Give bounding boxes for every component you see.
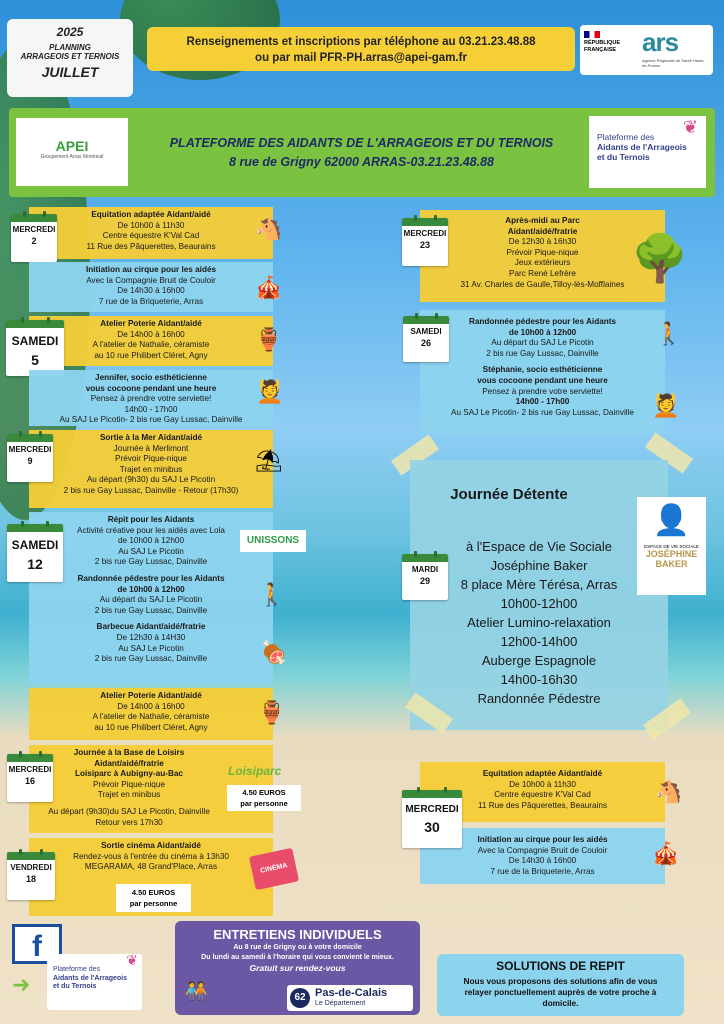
evs-label: ESPACE DE VIE SOCIALE (644, 544, 699, 549)
event-title: Sortie cinéma Aidant/aidé (101, 841, 201, 850)
event-title: Jennifer, socio esthéticienne (95, 373, 207, 382)
planning-title-box (7, 19, 133, 97)
event-line: Trajet en minibus (119, 464, 183, 474)
apei-logo-text: APEI (55, 138, 89, 154)
contact-mail[interactable]: ou par mail PFR-PH.arras@apei-gam.fr (255, 52, 467, 64)
entretiens-line: Du lundi au samedi à l'horaire qui vous convient le mieux. (201, 954, 394, 961)
pf-footer-l3: et du Ternois (53, 983, 97, 990)
event-title: Initiation au cirque pour les aidés (85, 265, 217, 274)
platform-logo (589, 116, 706, 188)
event-line: Journée à Merlimont (113, 443, 189, 453)
ars-logo: ars (642, 27, 679, 57)
horse-rider-icon: 🐴 (255, 216, 283, 241)
detente-line: Auberge Espagnole (481, 653, 597, 668)
event-title: Randonnée pédestre pour les Aidants (468, 317, 617, 326)
detente-line: 8 place Mère Térésa, Arras (460, 577, 618, 592)
detente-title: Journée Détente (450, 486, 568, 503)
event-title: Stéphanie, socio esthéticienne (482, 365, 603, 375)
event-title: Equitation adaptée Aidant/aidé (91, 210, 211, 219)
cal-day: MERCREDI (8, 445, 52, 454)
event-title: Aidant/aidé/fratrie (507, 226, 578, 236)
apei-logo (16, 118, 128, 186)
ars-subtitle: Agence Régionale de Santé Hauts-de-France (642, 58, 705, 68)
event-line: 2 bis rue Gay Lussac, Dainville - Retour (17h30) (63, 485, 239, 495)
event-line: 14h00 - 17h00 (124, 404, 178, 414)
calendar-samedi-26 (403, 316, 449, 362)
year: 2025 (56, 25, 84, 39)
event-line: De 12h30 à 16h30 (508, 237, 577, 247)
planning-line2: ARRAGEOIS ET TERNOIS (20, 52, 120, 61)
price: 4.50 EUROS (242, 788, 286, 797)
event-esthetique-5 (29, 370, 273, 426)
detente-line: Joséphine Baker (490, 558, 588, 573)
contact-phone: Renseignements et inscriptions par téléphone au 03.21.23.48.88 (186, 36, 536, 48)
pdc-name: Pas-de-Calais (315, 987, 388, 999)
pdc-sub: Le Département (315, 1000, 366, 1007)
republique-logo (584, 31, 632, 54)
massage-icon: 💆 (652, 393, 680, 418)
people-icon: 🧑‍🤝‍🧑 (185, 981, 208, 1001)
cal-day: MARDI (411, 565, 439, 574)
event-line: A l'atelier de Nathalie, céramiste (92, 712, 210, 722)
event-title: vous cocoone pendant une heure (477, 375, 608, 385)
event-title: Aidant/aidé/fratrie (94, 758, 164, 768)
event-line: au 10 rue Philibert Cléret, Agny (94, 350, 208, 360)
event-line: Centre équestre K'Val Cad (494, 790, 591, 800)
repit-title: SOLUTIONS DE REPIT (496, 959, 625, 973)
event-line: 2 bis rue Gay Lussac, Dainville (94, 605, 208, 615)
footer-platform-logo (47, 954, 142, 1010)
event-line: De 10h00 à 11h30 (117, 220, 185, 230)
arrow-icon: ➜ (12, 972, 31, 997)
event-title: Randonnée pédestre pour les Aidants (77, 573, 225, 583)
event-line: 11 Rue des Pâquerettes, Beaurains (477, 800, 608, 810)
event-line: Au SAJ Le Picotin (118, 643, 184, 653)
pottery-icon: 🏺 (255, 327, 283, 352)
event-samedi-26 (420, 310, 665, 434)
cal-num: 30 (424, 819, 440, 835)
event-line: 2 bis rue Gay Lussac, Dainville (94, 557, 208, 567)
event-line: Trajet en minibus (97, 790, 161, 800)
detente-line: 12h00-14h00 (500, 634, 578, 649)
calendar-mercredi-16 (7, 754, 53, 802)
event-line: 31 Av. Charles de Gaulle,Tilloy-lès-Mofflaines (460, 279, 625, 289)
cal-num: 18 (25, 874, 36, 884)
facebook-icon[interactable]: f (12, 924, 62, 964)
pf-logo-l3: et du Ternois (597, 152, 650, 162)
entretiens-line: Au 8 rue de Grigny ou à votre domicile (233, 944, 362, 951)
event-title: vous cocoone pendant une heure (85, 383, 217, 393)
event-line: 7 rue de la Briqueterie, Arras (98, 296, 204, 306)
price-box-18 (116, 884, 191, 912)
cal-num: 12 (27, 556, 43, 572)
month: JUILLET (41, 64, 99, 80)
event-title: Journée à la Base de Loisirs (73, 748, 185, 757)
cal-day: MERCREDI (405, 804, 459, 815)
entretiens-box (175, 921, 420, 1015)
cal-num: 29 (419, 576, 430, 586)
platform-address: 8 rue de Grigny 62000 ARRAS-03.21.23.48.88 (229, 155, 494, 169)
journee-detente-card (410, 460, 668, 730)
event-poterie-5 (29, 316, 273, 366)
event-line: Au départ du SAJ Le Picotin (99, 595, 203, 605)
event-repit-12 (29, 512, 273, 684)
price-unit: par personne (240, 799, 288, 808)
repit-text: Nous vous proposons des solutions afin de vous relayer ponctuellement auprès de votre proche à domicile. (463, 976, 658, 1008)
platform-title: PLATEFORME DES AIDANTS DE L'ARRAGEOIS ET DU TERNOIS (169, 136, 554, 150)
cal-day: MERCREDI (12, 225, 56, 234)
event-title: Atelier Poterie Aidant/aidé (100, 319, 202, 328)
pf-logo-l2: Aidants de l'Arrageois (597, 142, 687, 152)
contact-banner (147, 27, 575, 71)
massage-icon: 💆 (256, 379, 284, 404)
event-line: Au départ (9h30) du SAJ Le Picotin (86, 475, 216, 485)
calendar-mardi-29 (402, 554, 448, 600)
detente-line: 10h00-12h00 (500, 596, 578, 611)
event-line: Parc René Lefrère (509, 268, 576, 278)
event-title: Equitation adaptée Aidant/aidé (482, 769, 603, 778)
event-line: 14h00 - 17h00 (515, 397, 570, 407)
cal-num: 9 (27, 456, 33, 466)
horse-rider-icon: 🐴 (655, 779, 683, 804)
butterfly-icon: ❦ (682, 117, 698, 137)
loisiparc-logo: Loisiparc (228, 764, 282, 778)
cal-day: SAMEDI (410, 327, 442, 336)
event-line: de 10h00 à 12h00 (117, 536, 185, 546)
event-parc-23 (420, 210, 665, 302)
detente-line: Atelier Lumino-relaxation (467, 615, 611, 630)
event-cirque-2 (29, 262, 273, 312)
pf-logo-l1: Plateforme des (597, 132, 655, 142)
event-line: Au départ du SAJ Le Picotin (491, 338, 594, 348)
event-line: Au SAJ Le Picotin- 2 bis rue Gay Lussac, Dainville (59, 415, 243, 425)
gov-logos (580, 25, 713, 75)
solutions-repit-box (437, 954, 684, 1016)
event-line: De 14h00 à 16h00 (117, 329, 185, 339)
event-line: Au SAJ Le Picotin- 2 bis rue Gay Lussac, Dainville (451, 407, 634, 417)
event-equitation-2 (29, 207, 273, 259)
detente-line: 14h00-16h30 (500, 672, 578, 687)
pas-de-calais-logo (287, 985, 413, 1011)
circus-tent-icon: 🎪 (255, 275, 283, 300)
cal-day: MERCREDI (403, 229, 447, 238)
cal-num: 5 (31, 352, 39, 368)
event-title: Barbecue Aidant/aidé/fratrie (96, 622, 206, 632)
event-line: 2 bis rue Gay Lussac, Dainville (94, 654, 208, 664)
event-line: Jeux extérieurs (514, 258, 571, 268)
event-line: Pensez à prendre votre serviette! (90, 394, 212, 404)
event-line: De 12h30 à 14H30 (116, 632, 186, 642)
event-line: Prévoir Pique-nique (93, 779, 165, 789)
cal-day: MERCREDI (8, 765, 52, 774)
unissons-logo: UNISSONS (240, 530, 306, 552)
detente-line: Randonnée Pédestre (477, 691, 601, 706)
hikers-icon: 🚶 (655, 321, 683, 346)
event-line: Avec la Compagnie Bruit de Couloir (86, 275, 216, 285)
cal-num: 23 (419, 240, 430, 250)
calendar-mercredi-9 (7, 434, 53, 482)
event-line: De 14h30 à 16h00 (117, 286, 185, 296)
event-title: Sortie à la Mer Aidant/aidé (99, 433, 203, 442)
price: 4.50 EUROS (131, 888, 176, 897)
pdc-num: 62 (290, 988, 310, 1008)
planning-line1: PLANNING (49, 43, 91, 52)
beach-umbrella-icon: ⛱ (255, 448, 283, 473)
apei-logo-sub: Groupement Arras Montreuil (40, 154, 104, 160)
event-line: Prévoir Pique-nique (506, 247, 579, 257)
event-line: 7 rue de la Briqueterie, Arras (490, 866, 595, 876)
event-line: Prévoir Pique-nique (115, 454, 187, 464)
calendar-samedi-5 (6, 320, 64, 376)
josephine-baker-logo (637, 497, 706, 595)
event-line: Rendez-vous à l'entrée du cinéma à 13h30 (73, 851, 229, 861)
event-line: De 10h00 à 11h30 (509, 779, 576, 789)
cal-num: 26 (420, 338, 431, 348)
event-title: Après-midi au Parc (505, 216, 580, 225)
butterfly-icon: ❦ (126, 952, 138, 968)
entretiens-title: ENTRETIENS INDIVIDUELS (213, 927, 382, 942)
detente-line: à l'Espace de Vie Sociale (465, 539, 613, 554)
event-line: De 14h30 à 16h00 (508, 856, 577, 866)
event-line: 2 bis rue Gay Lussac, Dainville (486, 348, 599, 358)
republique-text: RÉPUBLIQUE FRANÇAISE (584, 40, 621, 53)
calendar-mercredi-30 (402, 790, 462, 848)
event-line: 11 Rue des Pâquerettes, Beaurains (86, 241, 216, 251)
event-line: au 10 rue Philibert Cléret, Agny (94, 722, 208, 732)
calendar-mercredi-2 (11, 214, 57, 262)
circus-tent-icon: 🎪 (652, 841, 680, 866)
tree-icon: 🌳 (631, 231, 689, 284)
cal-day: SAMEDI (11, 538, 59, 552)
event-line: Retour vers 17h30 (95, 817, 163, 827)
event-line: De 14h00 à 16h00 (117, 701, 185, 711)
event-title: Initiation au cirque pour les aidés (477, 835, 608, 844)
event-line: Activité créative pour les aidés avec Lola (77, 525, 225, 535)
event-title: Loisiparc à Aubigny-au-Bac (75, 769, 183, 779)
event-title: de 10h00 à 12h00 (117, 584, 185, 594)
portrait-icon: 👤 (652, 504, 691, 537)
platform-banner (9, 108, 715, 197)
event-poterie-12 (29, 688, 273, 740)
event-line: Centre équestre K'Val Cad (102, 231, 200, 241)
event-title: Atelier Poterie Aidant/aidé (100, 691, 202, 700)
event-line: Avec la Compagnie Bruit de Couloir (477, 845, 608, 855)
price-box-16 (227, 785, 301, 811)
event-title: Répit pour les Aidants (107, 515, 195, 524)
event-line: A l'atelier de Nathalie, céramiste (92, 340, 210, 350)
event-line: Au SAJ Le Picotin (118, 546, 184, 556)
baker-label: JOSÉPHINE BAKER (645, 549, 698, 569)
event-line: Pensez à prendre votre serviette! (482, 386, 603, 396)
hikers-icon: 🚶 (258, 582, 286, 607)
calendar-mercredi-23 (402, 218, 448, 266)
event-line: Au départ (9h30)du SAJ Le Picotin, Dainville (48, 806, 210, 816)
event-mer-9 (29, 430, 273, 508)
pottery-icon: 🏺 (258, 700, 286, 725)
calendar-vendredi-18 (7, 852, 55, 900)
cinema-ticket-icon: CINÉMA (249, 848, 299, 890)
pf-footer-l1: Plateforme des (53, 966, 101, 973)
event-line: MEGARAMA, 48 Grand'Place, Arras (84, 862, 218, 872)
entretiens-line: Gratuit sur rendez-vous (249, 963, 346, 973)
calendar-samedi-12 (7, 524, 63, 582)
barbecue-icon: 🍖 (260, 640, 288, 665)
cal-day: VENDREDI (10, 863, 52, 872)
cal-num: 16 (24, 776, 35, 786)
price-unit: par personne (129, 899, 178, 908)
pf-footer-l2: Aidants de l'Arrageois (53, 974, 128, 982)
cal-day: SAMEDI (11, 334, 59, 348)
event-title: de 10h00 à 12h00 (508, 327, 577, 337)
cal-num: 2 (31, 236, 37, 246)
